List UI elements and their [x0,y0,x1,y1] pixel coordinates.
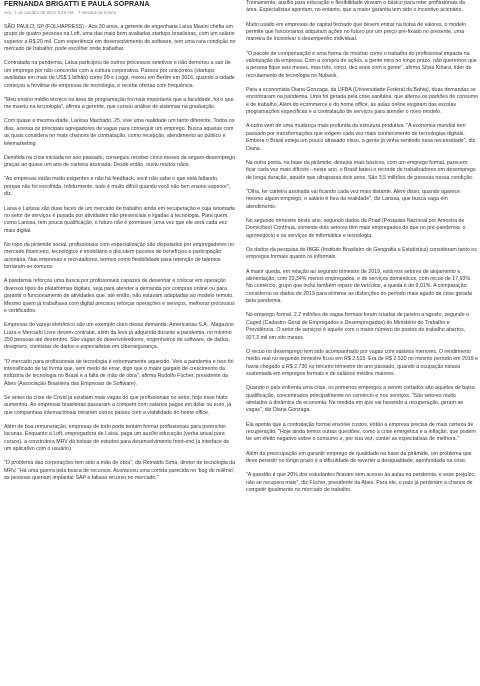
paragraph: Além de boa remuneração, empresas de todo porte tentam formar profissionais para preencher lacunas. Enquanto a Loft, empregadora de Laísa, paga um auxílio educação (verba anual para cursos), a construtora MRV dá bolsas de estudos para desenvolvimento front-end (a interface de um aplicativo com o usuário). [4,424,230,453]
paragraph: "As empresas estão muito exigentes e não há feedback, você não sabe o que está faltando, porque não foi escolhida. Infelizmente, tudo é muito difícil quando você não tem ensino superior", diz. [4,176,231,198]
paragraph: Treinamento, auxílio para educação e flexibilidade viraram o básico para reter profissionais da área. Especialistas apontam, no entanto, que a maior garantia tem sido o incentivo acionário. [246,0,465,14]
paragraph: Os dados da pesquisa do IBGE (Instituto Brasileiro de Geografia e Estatística) consideram tanto os empregos formais quanto os informais. [246,246,477,261]
paragraph: "Olha, ter carteira assinada vai ficando cada vez mais distante. Além disso, quando aparece mesmo algum emprego, o salário é fora da realidade", diz Larissa, que busca vaga em atendimento. [246,188,461,210]
paragraph: O recuo no desemprego tem sido acompanhado por vagas com salários menores. O rendimento médio real no segundo trimestre ficou em R$ 2.515. Era de R$ 2.520 no mesmo período em 2019 e havia chegado a R$ 2.730 no terceiro trimestre do ano passado, quando a ocupação estava sustentada em empregos formais e de salários médios maiores. [246,348,479,378]
paragraph: Muito usado em empresas de capital fechado que devem entrar na bolsa de valores, o modelo permite que funcionários adquiram ações no futuro por um preço pré-fixado no presente, uma maneira de incentivar o desempenho individual. [246,21,467,43]
paragraph: No topo da pirâmide social, profissionais com especialização são disputados por empregadores no mercado financeiro, tecnológico e imobiliário e discutem pacotes de benefícios e participação acionária. Nas empresas e recrutadores, termos como flexibilidade para retenção de talentos tornaram-se comuns. [4,241,234,271]
paragraph: "A questão é que 20% dos estudantes ficaram sem acesso às aulas na pandemia, e esse prejuízo, não se recupera mais", diz Fücher, presidente da Abes. Para ele, o país já perderam a chance de competir igualmente no mercado de trabalho. [246,472,476,494]
paragraph: Ela aponta que a contratação formal envolve custos, então a empresa precisa de mais certeza de recuperação. "Hoje ainda temos outras questões, como a crise energética e a inflação, que podem ter um efeito negativo sobre o consumo e, por sua vez, conter as expectativas de melhora." [246,421,476,443]
paragraph: Contratada na pandemia, Laísa participou de outros processos seletivos e não demorou a sair de um emprego por não concordar com a cultura corporativa. Passou por unicórnios (startups avaliadas em mais de US$ 1 bilhão) como 99 e Loggi, morou em Berlim em 2016, quando a cidade começou a ferviihar de empresas de tecnologia, e recebe ofertas com frequência. [4,60,235,89]
paragraph: A outra vem de uma mudança mais profunda da estrutura produtiva. "A economia mundial tem passado por transformações que exigem cada vez mais conhecimento de tecnologias digitais. Embora o Brasil esteja um pouco atrasado nisso, a gente já vinha sentindo essa necessidade", diz Diana. [246,123,476,152]
paragraph: Demitida na crise iniciada no ano passado, conseguiu receber cinco meses de seguro-desemprego graças ao quase um ano de carteira assinada. Desde então, ouviu muitos nãos. [4,154,236,169]
paragraph: Além da preocupação em garantir emprego de qualidade na base da pirâmide, um problema que deve persistir no longo prazo é a dificuldade de reverter a desigualdade, aprofundada na crise. [246,450,472,465]
paragraph: A maior queda, em relação ao segundo trimestre de 2019, está nos setores de alojamento e alimentação, com 20,34% menos empregados, e de serviços domésticos, com recuo de 17,93%. No comércio, grupo que inclui também reparo de veículos, a queda é de 9,01%. A comparação considerou os dados de 2019 para eliminar as distorções do período mais agudo da crise gerada pela pandemia. [246,268,472,305]
paragraph: Na outra ponta, na base da pirâmide, desejos mais básicos, com um emprego formal, parecem ficar cada vez mais difíceis --neste ano, o Brasil bateu o recorde de trabalhadores em desemprego de longa duração, aquele que ultrapassa dois anos. São 3,5 milhões de pessoas nessa condição. [246,159,476,181]
paragraph: "Meu ensino médio técnico na área de programação foi mais importante que a faculdade, foi o que me inseriu na tecnologia", afirma a gerente, que cursou análise de sistemas na graduação. [4,96,234,111]
paragraph: No emprego formal, 2,2 milhões de vagas formais foram criadas de janeiro a agosto, segundo o Caged (Cadastro Geral de Empregados e Desempregados) do Ministério do Trabalho e Previdência. O setor de serviços é aquele com o maior número de postos de trabalho abertos, 927,2 mil em oito meses. [246,312,469,341]
article-left-column [4,0,236,489]
paragraph: No segundo trimestre deste ano, segundo dados da Pnad (Pesquisa Nacional por Amostra de Domicílios) Contínua, somente dois setores têm mais empregados do que no pré-pandemia: o agronegócio e os serviços de informática e tecnologia. [246,217,466,239]
article-read-time: 7 minutos de leitura [77,10,117,15]
paragraph: Se antes da crise de Covid já existiam mais vagas do que profissionais no setor, hoje esse hiato aumentou. As empresas brasileiras passaram a competir com salários pagos em dólar ou euro, já que companhias internacionais miraram outros países com a viabilidade do home office. [4,395,232,416]
paragraph: "O problema das corporações tem sido a mão de obra", diz Reinaldo Sima, diretor de tecnologia da MRV. "Há uma guerra pela busca de recursos. Aconteceu uma corrida parecida no 'bug do milênio', as pessoas queriam implantar SAP e faltava recurso no mercado." [4,460,236,482]
article-meta [4,10,236,15]
paragraph: "O pacote de compensação é uma forma de mostrar como o trabalho do profissional impacta na valorização da empresa. Com a compra de ações, a gente mira no longo prazo, não queremos que a pessoa fique seis meses, mas três, cinco, dez anos com a gente", afirma Sílvia Kihara, líder de recrutamento de tecnologia no Nubank. [246,50,477,79]
paragraph: "O mercado para profissionais de tecnologia é extremamente aquecido. Veio a pandemia e isso foi intensificado de tal forma que, sem medo de errar, digo que o maior gargalo de crescimento da indústria de tecnologia no Brasil é a falta de mão de obra", afirma Rodolfo Fücher, presidente da Abes (Associação Brasileira das Empresas de Software). [4,358,234,387]
paragraph: Quando o país enfrenta uma crise, os primeiros empregos a serem cortados são aqueles de baixa qualificação, concentrados principalmente no comércio e nos serviços. "São setores muito atrelados à dinâmica da economia. Na medida em que vai havendo a recuperação, geram-se vagas", diz Diana Gonzaga. [246,385,475,414]
article-timestamp: sex., 1 de outubro de 2021 5:25 AM [4,10,74,15]
paragraph: Com quase a mesma idade, Larissa Machado, 25, vive uma realidade um tanto diferente. Todos os dias, acessa os principais agregadores de vagas para conseguir um emprego. Busca aquelas com as quais considera ter mais chances de contratação, como recepção, atendimento ao público e telemarketing. [4,118,235,147]
article-byline: FERNANDA BRIGATTI E PAULA SOPRANA [4,1,150,8]
paragraph: Para a economista Diana Gonzaga, da UFBA (Universidade Federal da Bahia), duas demandas se encontraram na pandemia. Uma foi gerada pela crise sanitária, que alterou os padrões de consumo e de trabalho. Além do ecommerce e do home office, as aulas online exigiram das escolas programações específicas e a contratação de serviços para atender o novo modelo. [246,87,479,116]
paragraph: SÃO PAULO, SP (FOLHAPRESS) - Aos 30 anos, a gerente de engenharia Laísa Masini chefia um grupo de quatro pessoas na Loft, uma das mais bem avaliadas startups brasileiras, com um salário superior a R$ 20 mil. Com experiência em desenvolvimento de software, tem uma rara condição no mercado de trabalho: pode escolher onde trabalhar. [4,24,236,53]
paragraph: Laísa e Larissa são duas faces de um mercado de trabalho ainda em recuperação e cuja retomada no setor de serviços é puxada por atividades não presenciais e ligadas à tecnologia. Para quem, como Larissa, tem pouca qualificação, o futuro não é promissor, uma vez que ele será cada vez mais digital. [4,205,235,234]
paragraph: Empresas do varejo eletrônico são um exemplo claro dessa demanda: Americanas S.A., Magazine Luiza e Mercado Livre devem contratar, além da leva já adquirida durante a pandemia, no mínimo 250 pessoas até dezembro. São vagas de desenvolvedores, engenheiros de software, de dados, designers, cientistas de dados e especialistas em cibersegurança. [4,322,234,351]
article-right-column [246,0,478,501]
paragraph: A pandemia reforçou uma busca por profissionais capazes de desenhar e colocar em operação diversos tipos de plataformas digitais, seja para atender a demanda por compras online ou para garantir o funcionamento de atividades que, até então, não estavam adaptadas ao modelo remoto. Mesmo quem já trabalhava com digital precisou reforçar operações e serviços, melhorar processos e certificados. [4,278,235,314]
